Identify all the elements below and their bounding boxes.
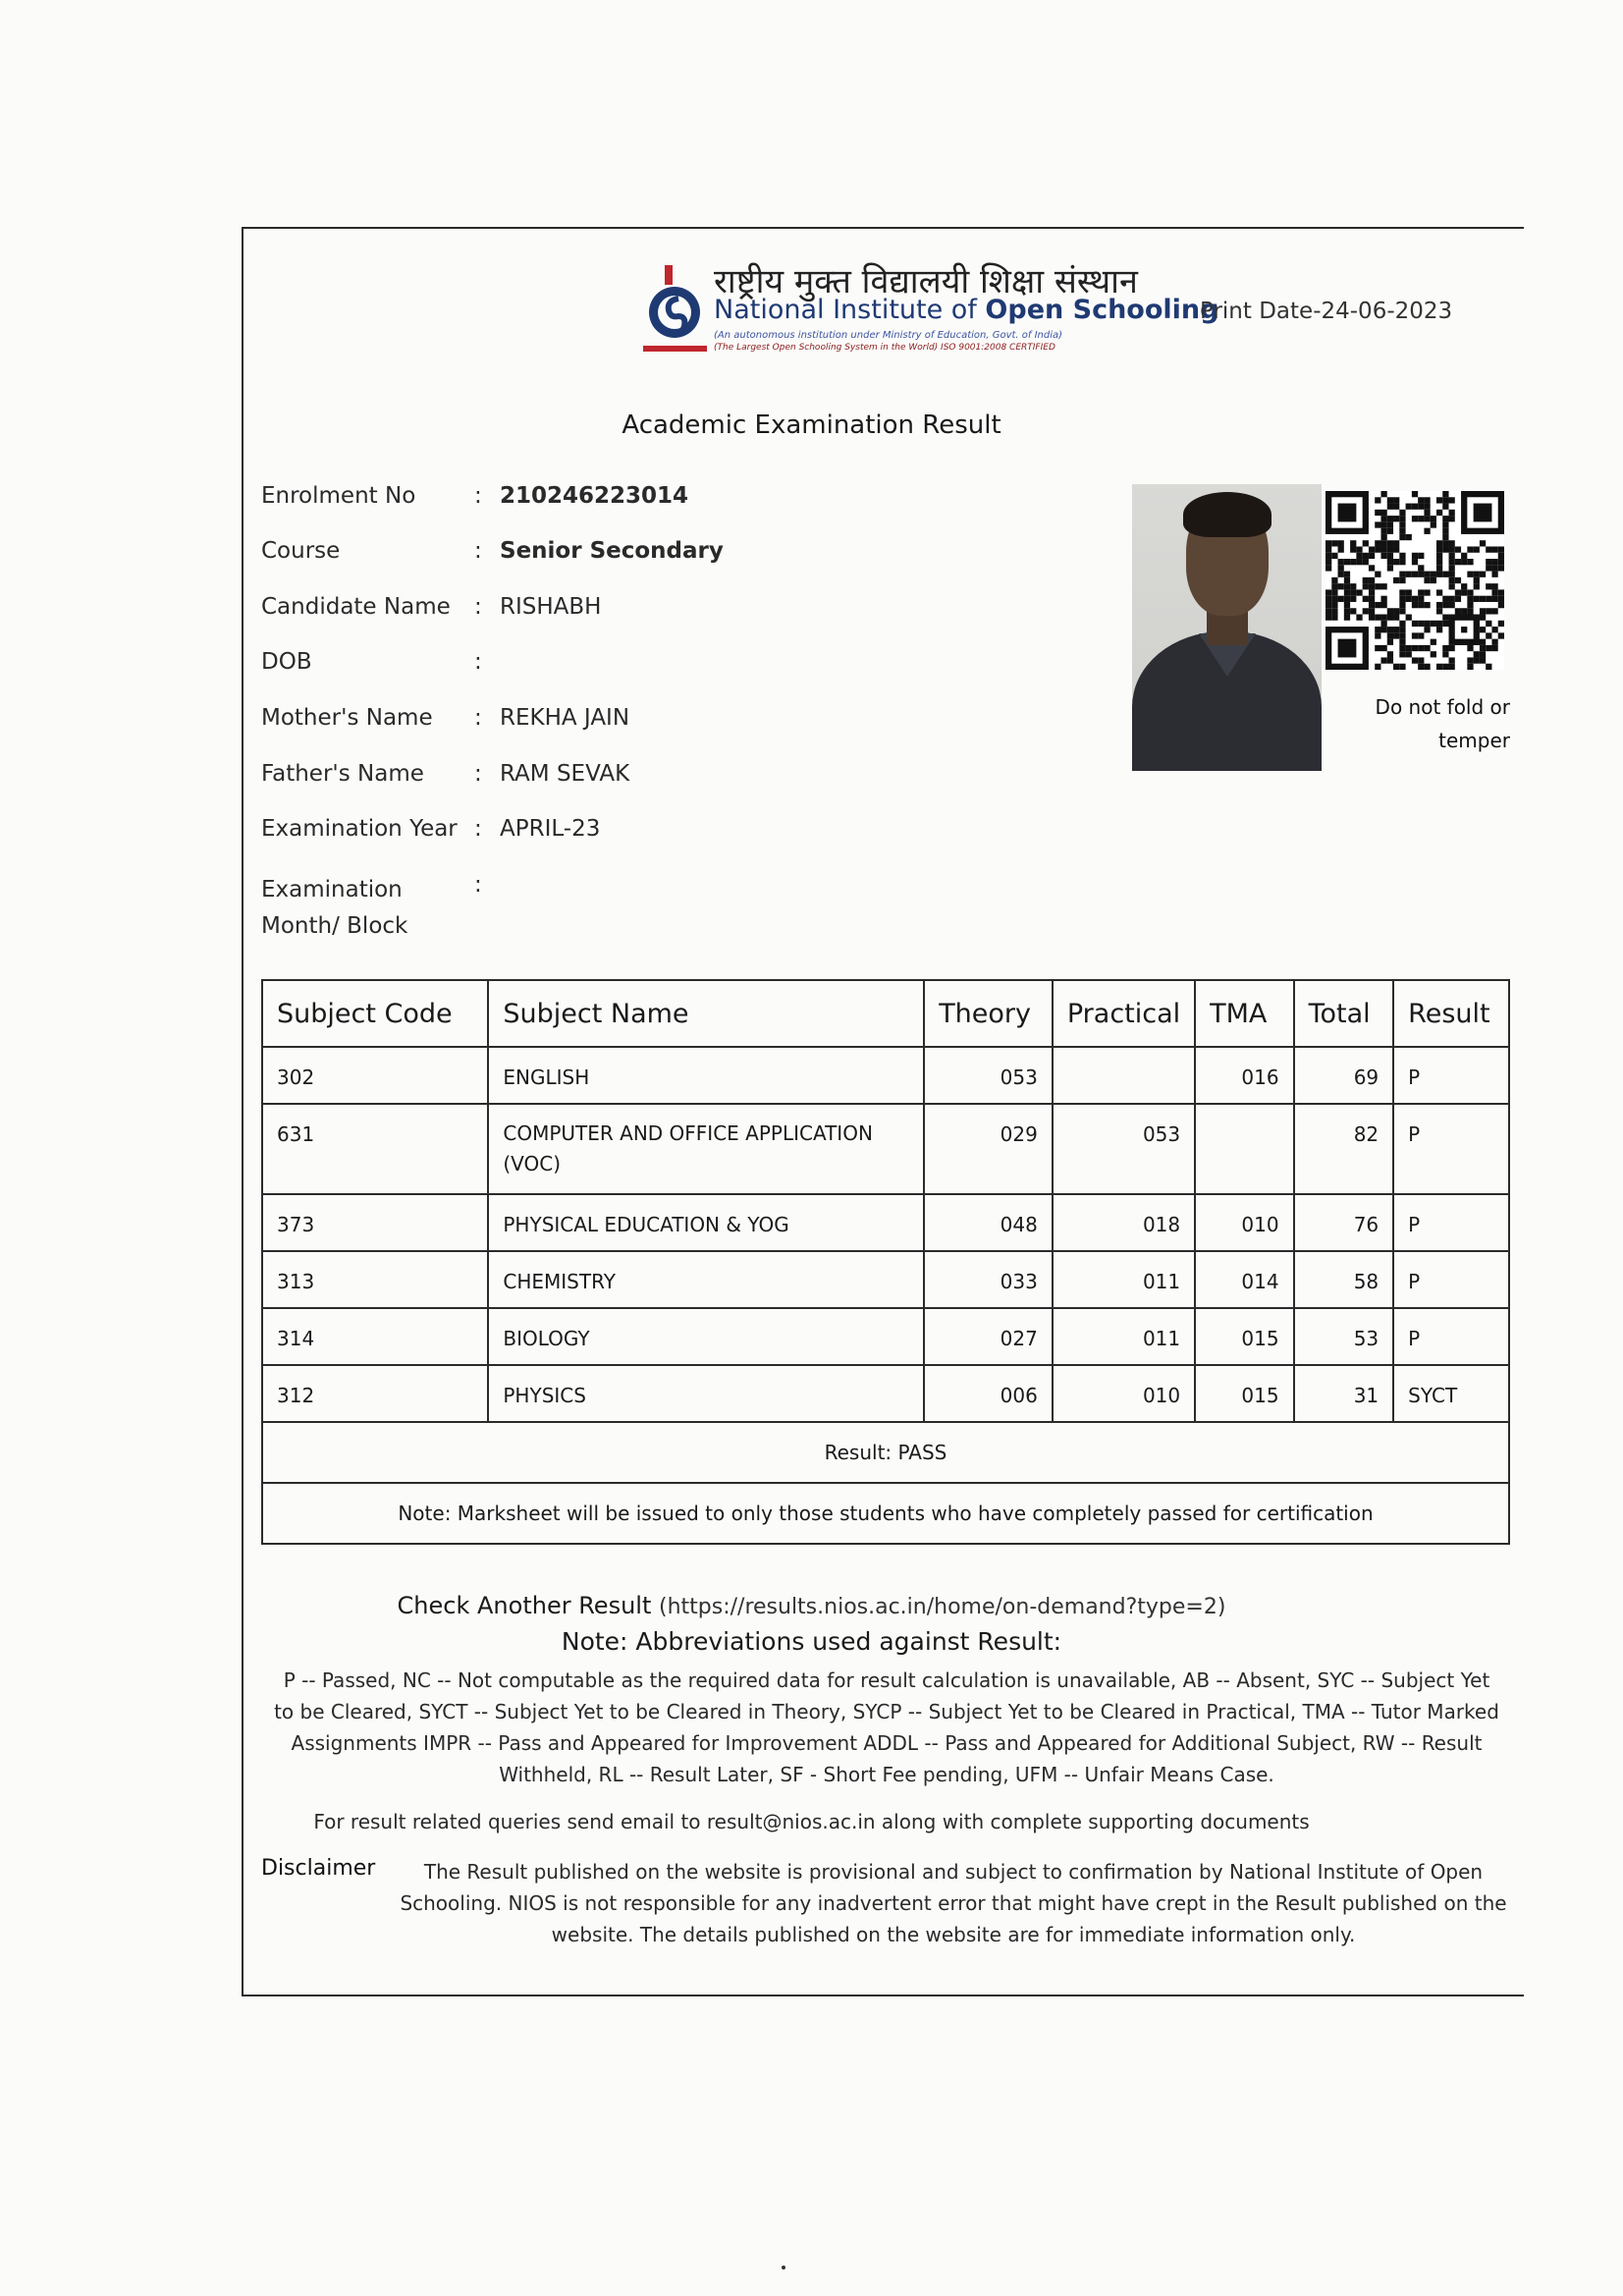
candidate-photo — [1132, 484, 1322, 771]
header-subject-code: Subject Code — [262, 980, 488, 1047]
overall-result: Result: PASS — [262, 1422, 1509, 1483]
header-total: Total — [1294, 980, 1394, 1047]
table-row: 314 BIOLOGY 027 011 015 53 P — [262, 1308, 1509, 1365]
nios-header — [643, 257, 1219, 355]
qr-note: Do not fold or temper — [1375, 695, 1510, 752]
table-header-row — [262, 980, 1509, 1047]
header-subject-name: Subject Name — [488, 980, 924, 1047]
table-row: 631 COMPUTER AND OFFICE APPLICATION (VOC) 029 053 82 P — [262, 1104, 1509, 1194]
check-another-result-link[interactable]: Check Another Result — [397, 1592, 652, 1619]
father-name: RAM SEVAK — [500, 761, 630, 787]
table-row: 313 CHEMISTRY 033 011 014 58 P — [262, 1251, 1509, 1308]
abbreviations-text: P -- Passed, NC -- Not computable as the required data for result calculation is unavailable, AB -- Absent, SYC -- Subject Yet to be Cleared, SYCT -- Subject Yet to be Cleared in Theory, SYCP -- Subject Yet to be Cleared in Practical, TMA -- Tutor Marked Assignments IMPR -- Pass and Appeared for Improvement ADDL -- Pass and Appeared for Additional Subject, RW -- Result Withheld, RL -- Result Later, SF - Short Fee pending, UFM -- Unfair Means Case. — [274, 1668, 1499, 1786]
hindi-org-title: राष्ट्रीय मुक्त विद्यालयी शिक्षा संस्थान — [714, 262, 1138, 301]
enrolment-no: 210246223014 — [500, 483, 689, 509]
nios-logo-icon — [643, 265, 707, 344]
header-tma: TMA — [1195, 980, 1293, 1047]
abbreviations-heading: Note: Abbreviations used against Result: — [561, 1627, 1062, 1656]
queries-contact: For result related queries send email to result@nios.ac.in along with complete supporting documents — [313, 1810, 1310, 1833]
disclaimer-label: Disclaimer — [261, 1856, 376, 1881]
marksheet-note-row — [262, 1483, 1509, 1544]
org-subtitle-2: (The Largest Open Schooling System in the World) ISO 9001:2008 CERTIFIED — [714, 343, 1055, 353]
header-theory: Theory — [924, 980, 1053, 1047]
marksheet-note: Note: Marksheet will be issued to only those students who have completely passed for certification — [262, 1483, 1509, 1544]
document-title: Academic Examination Result — [622, 410, 1001, 440]
check-result-url[interactable]: (https://results.nios.ac.in/home/on-demand?type=2) — [659, 1595, 1226, 1619]
table-row: 373 PHYSICAL EDUCATION & YOG 048 018 010 76 P — [262, 1194, 1509, 1251]
candidate-name: RISHABH — [500, 594, 602, 620]
scan-speck — [782, 2266, 785, 2269]
print-date: Print Date-24-06-2023 — [1200, 299, 1453, 324]
qr-code-icon — [1325, 491, 1504, 670]
exam-year: APRIL-23 — [500, 816, 601, 842]
org-subtitle-1: (An autonomous institution under Ministry of Education, Govt. of India) — [714, 330, 1063, 341]
table-row: 302 ENGLISH 053 016 69 P — [262, 1047, 1509, 1104]
mother-name: REKHA JAIN — [500, 705, 630, 731]
english-org-title: National Institute of Open Schooling — [714, 295, 1219, 325]
check-another-result — [0, 1592, 1623, 1619]
header-result: Result — [1393, 980, 1509, 1047]
header-practical: Practical — [1053, 980, 1195, 1047]
course: Senior Secondary — [500, 538, 724, 564]
table-row: 312 PHYSICS 006 010 015 31 SYCT — [262, 1365, 1509, 1422]
results-table — [261, 979, 1510, 1545]
overall-result-row — [262, 1422, 1509, 1483]
disclaimer-text: The Result published on the website is provisional and subject to confirmation by National Institute of Open Schooling. NIOS is not responsible for any inadvertent error that might have crept in the Result published on the website. The details published on the website are for immediate information only. — [400, 1860, 1507, 1946]
